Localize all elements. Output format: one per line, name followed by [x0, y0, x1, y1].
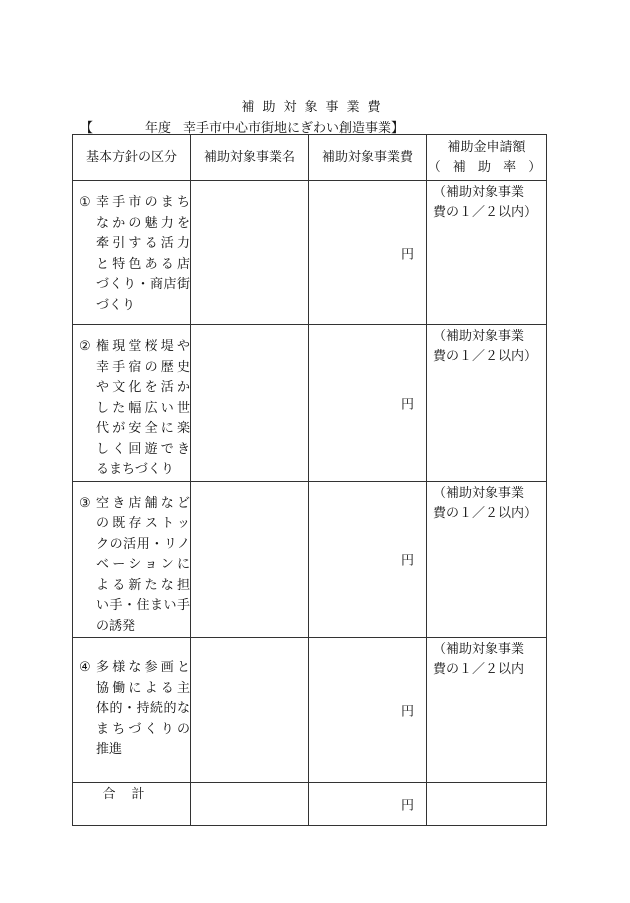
total-name-cell — [191, 783, 309, 826]
subtitle-project-name: 幸手市中心市街地にぎわい創造事業】 — [183, 121, 405, 136]
header-project-cost: 補助対象事業費 — [309, 135, 427, 181]
policy-text-line: しく回遊でき — [96, 441, 190, 457]
header-policy: 基本方針の区分 — [73, 135, 191, 181]
policy-text-line: や文化を活か — [96, 380, 190, 395]
table-header-row — [73, 135, 547, 181]
policy-text-line: なかの魅力を — [96, 215, 190, 231]
project-name-input-cell[interactable] — [191, 481, 309, 638]
subsidy-amount-input-cell[interactable] — [427, 638, 547, 783]
policy-text-line: ベーションに — [96, 557, 190, 572]
project-cost-input-cell[interactable] — [309, 481, 427, 638]
policy-text-line: の誘発 — [96, 618, 136, 634]
subsidy-amount-input-cell[interactable] — [427, 481, 547, 638]
policy-text-line: い手・住まい手 — [96, 598, 190, 613]
subsidy-amount-input-cell[interactable] — [427, 181, 547, 325]
policy-text-line: と特色ある店 — [96, 256, 190, 272]
rate-note: （補助対象事業 費の１／２以内） — [433, 485, 538, 521]
total-row — [73, 783, 547, 826]
rate-note: （補助対象事業 費の１／２以内 — [433, 642, 525, 677]
subsidy-cost-table — [72, 134, 547, 826]
table-row — [73, 181, 547, 325]
yen-unit: 円 — [400, 704, 414, 720]
policy-text-line: 牽引する活力 — [96, 236, 190, 251]
policy-text-line: るまちづくり — [96, 462, 174, 477]
policy-number: ① — [79, 195, 91, 210]
policy-text-line: づくり — [96, 297, 136, 313]
total-label: 合計 — [73, 783, 191, 826]
project-name-input-cell[interactable] — [191, 325, 309, 482]
policy-cell — [73, 481, 191, 638]
table-row — [73, 325, 547, 482]
header-rate-label: （ 補 助 率 ） — [427, 159, 546, 175]
subtitle-bracket: 【 — [80, 121, 94, 136]
policy-text-line: 権現堂桜堤や — [96, 339, 190, 354]
policy-number: ② — [79, 339, 91, 354]
subsidy-amount-input-cell[interactable] — [427, 325, 547, 482]
policy-cell — [73, 181, 191, 325]
rate-note: （補助対象事業 費の１／２以内） — [433, 329, 538, 364]
total-amount-input-cell[interactable] — [427, 783, 547, 826]
policy-text-line: 幸手宿の歴史 — [96, 359, 190, 375]
header-amount-label: 補助金申請額 — [447, 139, 526, 155]
policy-text-line: クの活用・リノ — [96, 536, 190, 552]
table-row — [73, 481, 547, 638]
policy-number: ④ — [79, 660, 91, 675]
subtitle-fiscal-year: 年度 — [145, 121, 172, 136]
policy-text-line: 体的・持続的な — [96, 701, 190, 716]
policy-cell — [73, 638, 191, 783]
yen-unit: 円 — [400, 397, 414, 413]
policy-text-line: 協働による主 — [96, 680, 190, 696]
policy-number: ③ — [79, 495, 91, 511]
project-cost-input-cell[interactable] — [309, 638, 427, 783]
policy-cell — [73, 325, 191, 482]
project-cost-input-cell[interactable] — [309, 181, 427, 325]
header-subsidy-amount — [427, 135, 547, 181]
yen-unit: 円 — [400, 247, 414, 262]
policy-text-line: よる新たな担 — [96, 577, 190, 593]
total-cost-input-cell[interactable] — [309, 783, 427, 826]
policy-text-line: まちづくりの — [96, 721, 190, 737]
policy-text-line: 空き店舗など — [96, 495, 190, 511]
document-title: 補助対象事業費 — [241, 100, 389, 115]
header-project-name: 補助対象事業名 — [191, 135, 309, 181]
policy-text-line: 推進 — [96, 742, 123, 757]
table-row — [73, 638, 547, 783]
policy-text-line: した幅広い世 — [96, 400, 190, 416]
policy-text-line: 代が安全に楽 — [96, 421, 190, 436]
policy-text-line: 幸手市のまち — [96, 195, 190, 210]
policy-text-line: の既存ストッ — [96, 516, 190, 531]
yen-unit: 円 — [400, 798, 414, 814]
project-name-input-cell[interactable] — [191, 181, 309, 325]
policy-text-line: 多様な参画と — [96, 660, 190, 675]
rate-note: （補助対象事業 費の１／２以内） — [433, 185, 538, 220]
yen-unit: 円 — [400, 553, 414, 569]
project-name-input-cell[interactable] — [191, 638, 309, 783]
policy-text-line: づくり・商店街 — [96, 277, 190, 292]
project-cost-input-cell[interactable] — [309, 325, 427, 482]
